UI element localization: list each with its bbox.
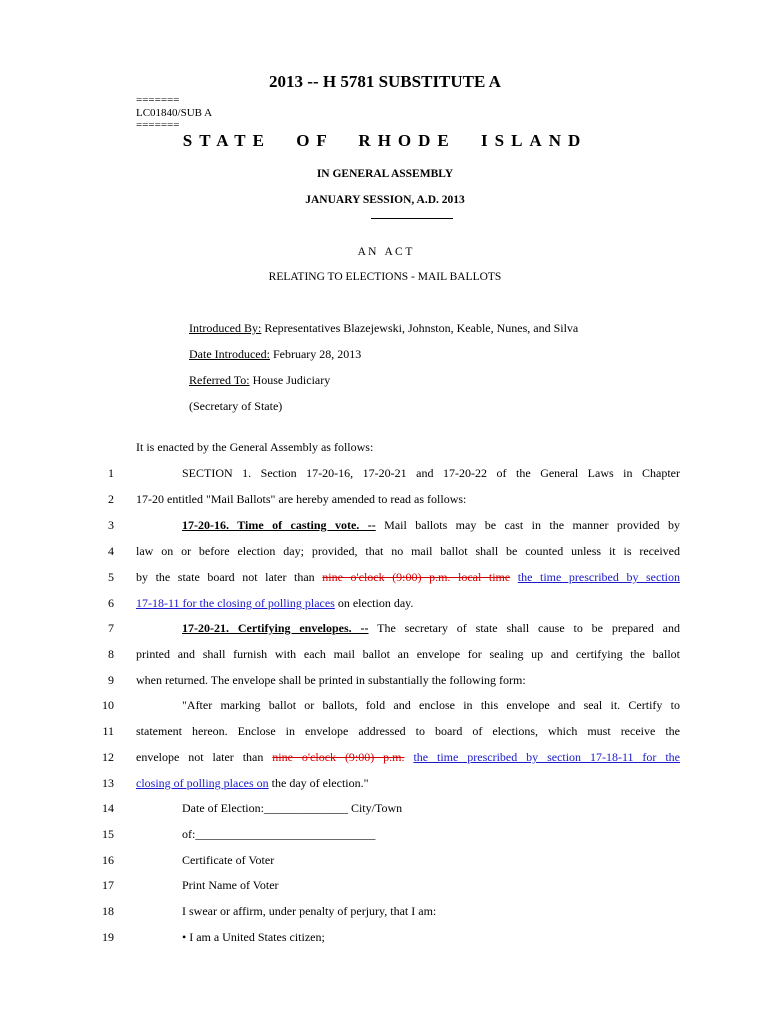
relating-heading: RELATING TO ELECTIONS - MAIL BALLOTS [268, 271, 502, 283]
text-line: SECTION 1. Section 17-20-16, 17-20-21 and 17-20-22 of the General Laws in Chapter [182, 466, 680, 480]
text-span: the day of election." [268, 776, 369, 790]
text-span: envelope not later than [136, 750, 273, 764]
line-number: 15 [102, 827, 114, 841]
divider [371, 218, 453, 219]
line-number: 19 [102, 930, 114, 944]
deleted-text: nine o'clock (9:00) p.m. [272, 750, 405, 764]
line-number: 7 [108, 621, 114, 635]
text-span: by the state board not later than [136, 570, 323, 584]
text-line: statement hereon. Enclose in envelope addressed to board of elections, which must receive the [136, 724, 680, 738]
line-number: 14 [102, 801, 114, 815]
line-number: 13 [102, 776, 114, 790]
form-line: • I am a United States citizen; [182, 930, 325, 944]
form-line: of:______________________________ [182, 827, 376, 841]
line-number: 3 [108, 518, 114, 532]
form-line: Certificate of Voter [182, 853, 275, 867]
text-line [136, 750, 680, 765]
text-line: when returned. The envelope shall be printed in substantially the following form: [136, 673, 526, 687]
date-introduced [189, 347, 361, 362]
text-line [136, 570, 680, 585]
text-line: law on or before election day; provided, that no mail ballot shall be counted unless it is received [136, 544, 680, 558]
date-introduced-value: February 28, 2013 [269, 347, 362, 361]
deleted-text: nine o'clock (9:00) p.m. local time [322, 570, 511, 584]
form-line: Date of Election:______________ City/Town [182, 801, 403, 815]
lc-code: LC01840/SUB A [136, 107, 213, 119]
referred-to [189, 373, 330, 388]
bill-title: 2013 -- H 5781 SUBSTITUTE A [269, 72, 501, 91]
inserted-text: the time prescribed by section 17-18-11 for the [413, 750, 681, 764]
line-number: 17 [102, 878, 114, 892]
assembly-heading: IN GENERAL ASSEMBLY [316, 168, 454, 180]
inserted-text: the time prescribed by section [517, 570, 680, 584]
line-number: 4 [108, 544, 114, 558]
line-number: 11 [102, 724, 114, 738]
line-number: 18 [102, 904, 114, 918]
text-line: "After marking ballot or ballots, fold and enclose in this envelope and seal it. Certify to [182, 698, 680, 712]
form-line: Print Name of Voter [182, 878, 279, 892]
introduced-by [189, 321, 578, 336]
session-heading: JANUARY SESSION, A.D. 2013 [305, 194, 465, 206]
line-number: 9 [108, 673, 114, 687]
line-number: 8 [108, 647, 114, 661]
text-line [136, 596, 680, 611]
line-number: 12 [102, 750, 114, 764]
section-heading: 17-20-21. Certifying envelopes. -- [182, 621, 369, 635]
text-line [136, 776, 680, 791]
introduced-by-value: Representatives Blazejewski, Johnston, Keable, Nunes, and Silva [261, 321, 579, 335]
introduced-by-label: Introduced By: [189, 321, 262, 335]
separator: ======= [136, 119, 180, 131]
state-heading: STATE OF RHODE ISLAND [182, 131, 588, 150]
separator: ======= [136, 94, 180, 106]
text-span: on election day. [334, 596, 414, 610]
form-line: I swear or affirm, under penalty of perjury, that I am: [182, 904, 437, 918]
text-span: Mail ballots may be cast in the manner provided by [375, 518, 681, 532]
text-span: The secretary of state shall cause to be prepared and [368, 621, 680, 635]
date-introduced-label: Date Introduced: [189, 347, 270, 361]
line-number: 6 [108, 596, 114, 610]
line-number: 16 [102, 853, 114, 867]
text-line [136, 518, 680, 533]
line-number: 2 [108, 492, 114, 506]
line-number: 1 [108, 466, 114, 480]
line-number: 5 [108, 570, 114, 584]
text-line: 17-20 entitled "Mail Ballots" are hereby amended to read as follows: [136, 492, 467, 506]
referred-to-label: Referred To: [189, 373, 250, 387]
enacting-clause: It is enacted by the General Assembly as follows: [136, 440, 374, 454]
line-number: 10 [102, 698, 114, 712]
referred-to-value: House Judiciary [249, 373, 331, 387]
section-heading: 17-20-16. Time of casting vote. -- [182, 518, 376, 532]
inserted-text: 17-18-11 for the closing of polling places [136, 596, 335, 610]
text-line: printed and shall furnish with each mail ballot an envelope for sealing up and certifying the ballot [136, 647, 680, 661]
text-line [136, 621, 680, 636]
act-heading: A N A C T [357, 246, 413, 258]
secretary-note: (Secretary of State) [189, 399, 283, 413]
inserted-text: closing of polling places on [136, 776, 269, 790]
